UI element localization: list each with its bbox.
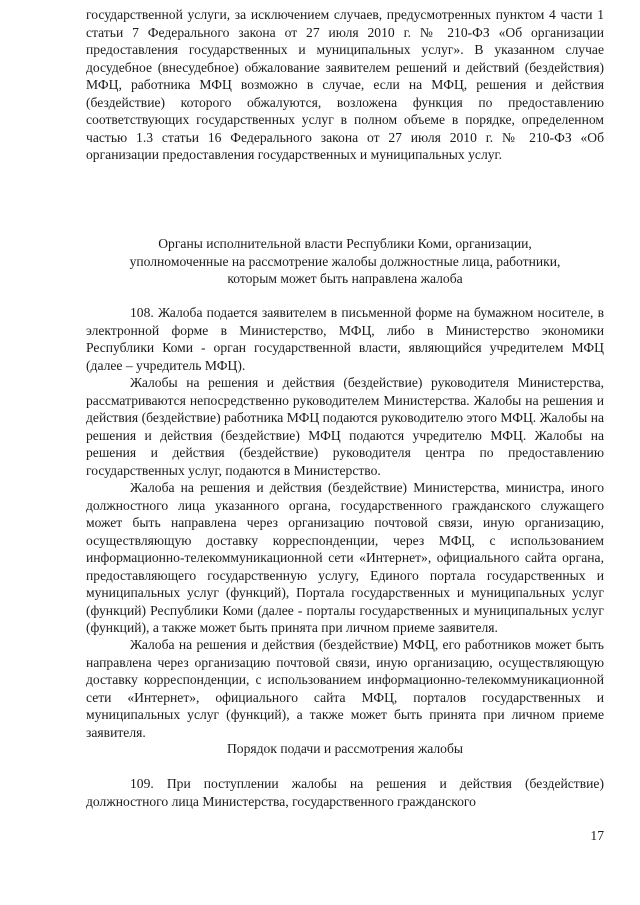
paragraph-108-complaints-heads: Жалобы на решения и действия (бездействие) руководителя Министерства, рассматриваются непосредственно руководителем Министерства. Жалобы на решения и действия (бездействие) работника МФЦ подаются руководителю этого МФЦ. Жалобы на решения и действия (бездействие) МФЦ подаются учредителю МФЦ. Жалобы на решения и действия (бездействие) руководителя центра по предоставлению государственных услуг, подаются в Министерство. [86, 375, 604, 478]
paragraph-intro: государственной услуги, за исключением случаев, предусмотренных пунктом 4 части 1 статьи 7 Федерального закона от 27 июля 2010 г. № 210-ФЗ «Об организации предоставления государственных и муниципальных услуг». В указанном случае досудебное (внесудебное) обжалование заявителем решений и действий (бездействия) МФЦ, работника МФЦ возможно в случае, если на МФЦ, решения и действия (бездействие) которого обжалуются, возложена функция по предоставлению соответствующих государственных услуг в полном объеме в порядке, определенном частью 1.3 статьи 16 Федерального закона от 27 июля 2010 г. № 210-ФЗ «Об организации предоставления государственных и муниципальных услуг. [86, 7, 604, 162]
section-heading-organs [86, 235, 604, 288]
page-number: 17 [590, 828, 604, 843]
section-heading-procedure: Порядок подачи и рассмотрения жалобы [226, 741, 464, 756]
heading-line: Органы исполнительной власти Республики Коми, организации, [158, 236, 532, 251]
paragraph-108-complaint-mfc: Жалоба на решения и действия (бездействие) МФЦ, его работников может быть направлена через организацию почтовой связи, иную организацию, осуществляющую доставку корреспонденции, с использованием информационно-телекоммуникационной сети «Интернет», официального сайта МФЦ, порталов государственных и муниципальных услуг (функций), а также может быть принята при личном приеме заявителя. [86, 637, 604, 740]
heading-line: которым может быть направлена жалоба [227, 271, 463, 286]
paragraph-109: 109. При поступлении жалобы на решения и действия (бездействие) должностного лица Министерства, государственного гражданского [86, 776, 604, 809]
paragraph-108: 108. Жалоба подается заявителем в письменной форме на бумажном носителе, в электронной форме в Министерство, МФЦ, либо в Министерство экономики Республики Коми - орган государственной власти, являющийся учредителем МФЦ (далее – учредитель МФЦ). [86, 305, 604, 373]
paragraph-108-complaint-ministry: Жалоба на решения и действия (бездействие) Министерства, министра, иного должностного лица указанного органа, государственного гражданского служащего может быть направлена через организацию почтовой связи, иную организацию, осуществляющую доставку корреспонденции, через МФЦ, с использованием информационно-телекоммуникационной сети «Интернет», официального сайта органа, предоставляющего государственную услугу, Единого портала государственных и муниципальных услуг (функций), Портала государственных и муниципальных услуг (функций) Республики Коми (далее - порталы государственных и муниципальных услуг (функций), а также может быть принята при личном приеме заявителя. [86, 480, 604, 635]
heading-line: уполномоченные на рассмотрение жалобы должностные лица, работники, [129, 253, 561, 269]
